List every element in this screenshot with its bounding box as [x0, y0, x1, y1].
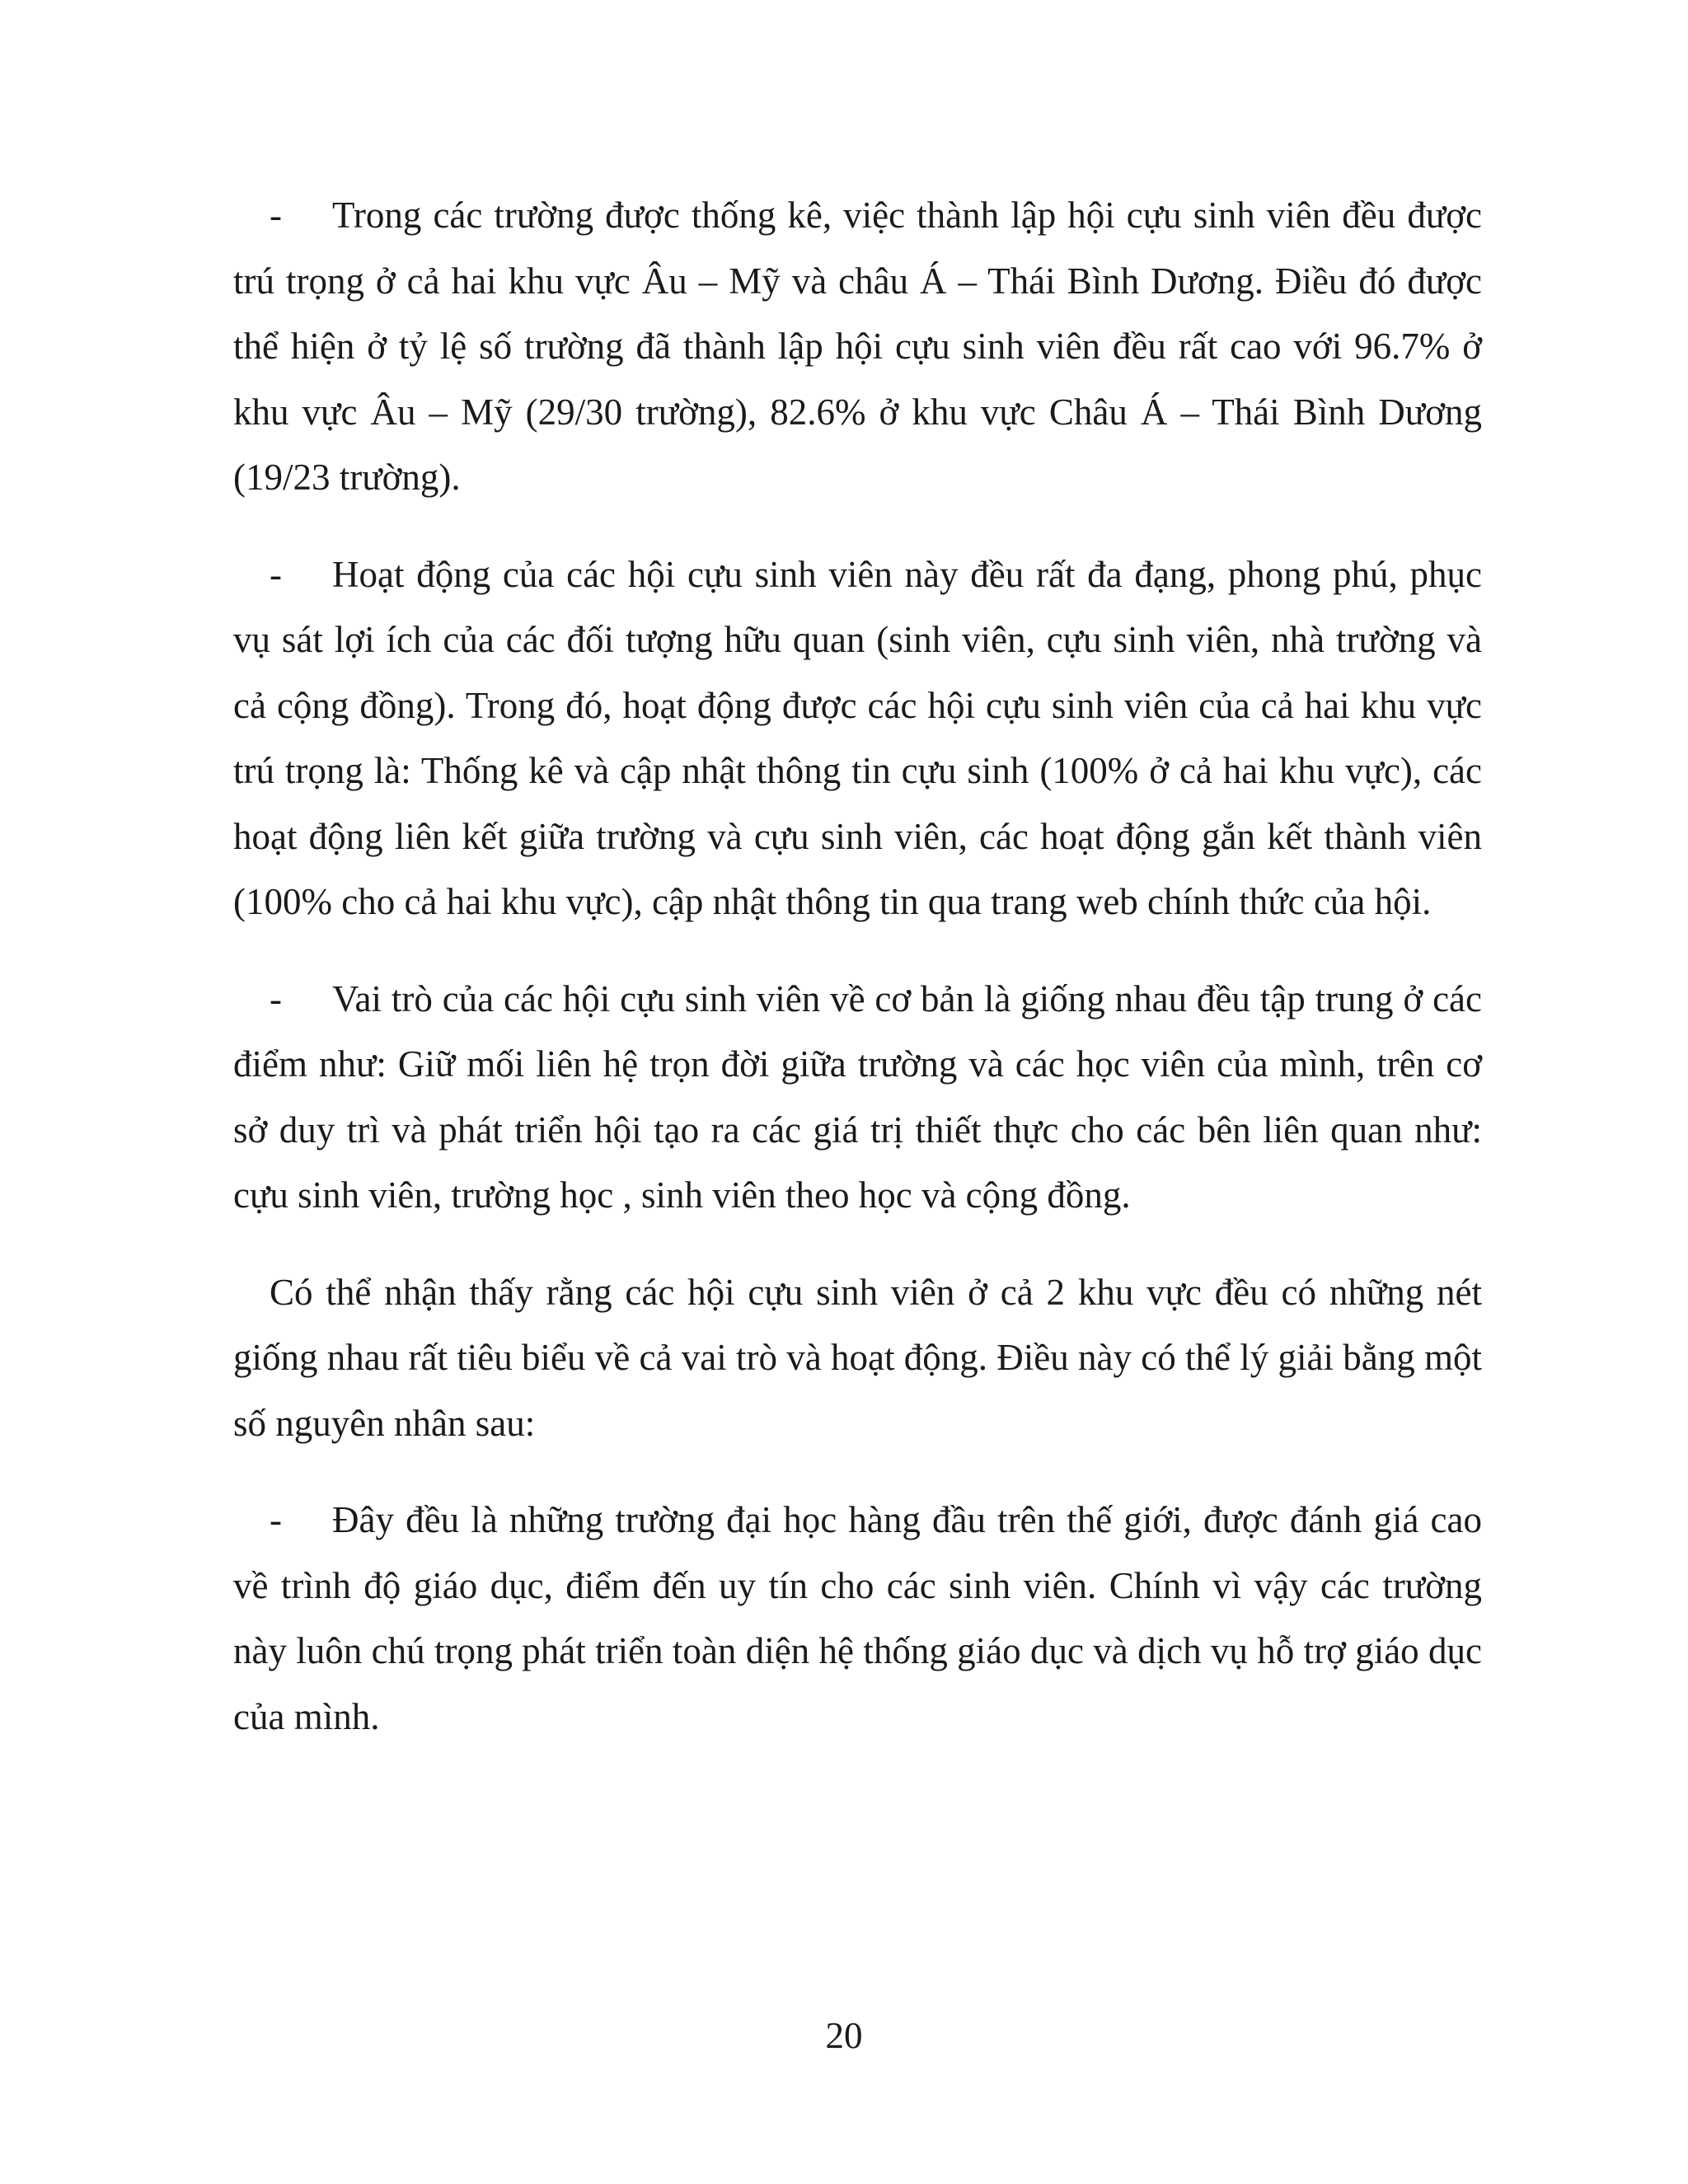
bullet-marker: - [270, 977, 282, 1019]
bullet-marker: - [270, 1499, 282, 1540]
paragraph-text: Trong các trường được thống kê, việc thành lập hội cựu sinh viên đều được trú trọng ở cả hai khu vực Âu – Mỹ và châu Á – Thái Bình Dương. Điều đó được thể hiện ở tỷ lệ số trường đã thành lập hội cựu sinh viên đều rất cao với 96.7% ở khu vực Âu – Mỹ (29/30 trường), 82.6% ở khu vực Châu Á – Thái Bình Dương (19/23 trường). [233, 194, 1482, 498]
paragraph-bullet [233, 967, 1482, 1229]
paragraph-bullet [233, 1488, 1482, 1750]
paragraph-text: Đây đều là những trường đại học hàng đầu trên thế giới, được đánh giá cao về trình độ giáo dục, điểm đến uy tín cho các sinh viên. Chính vì vậy các trường này luôn chú trọng phát triển toàn diện hệ thống giáo dục và dịch vụ hỗ trợ giáo dục của mình. [233, 1499, 1482, 1737]
paragraph-text: Vai trò của các hội cựu sinh viên về cơ bản là giống nhau đều tập trung ở các điểm như: Giữ mối liên hệ trọn đời giữa trường và các học viên của mình, trên cơ sở duy trì và phát triển hội tạo ra các giá trị thiết thực cho các bên liên quan như: cựu sinh viên, trường học , sinh viên theo học và cộng đồng. [233, 977, 1482, 1216]
paragraph-text: Hoạt động của các hội cựu sinh viên này đều rất đa đạng, phong phú, phục vụ sát lợi ích của các đối tượng hữu quan (sinh viên, cựu sinh viên, nhà trường và cả cộng đồng). Trong đó, hoạt động được các hội cựu sinh viên của cả hai khu vực trú trọng là: Thống kê và cập nhật thông tin cựu sinh (100% ở cả hai khu vực), các hoạt động liên kết giữa trường và cựu sinh viên, các hoạt động gắn kết thành viên (100% cho cả hai khu vực), cập nhật thông tin qua trang web chính thức của hội. [233, 553, 1482, 922]
page-number: 20 [825, 2015, 863, 2056]
paragraph-bullet [233, 542, 1482, 935]
document-body [233, 183, 1482, 1781]
bullet-marker: - [270, 553, 282, 595]
bullet-marker: - [270, 194, 282, 236]
paragraph-plain [233, 1260, 1482, 1457]
paragraph-bullet [233, 183, 1482, 511]
paragraph-text: Có thể nhận thấy rằng các hội cựu sinh viên ở cả 2 khu vực đều có những nét giống nhau rất tiêu biểu về cả vai trò và hoạt động. Điều này có thể lý giải bằng một số nguyên nhân sau: [233, 1271, 1482, 1444]
